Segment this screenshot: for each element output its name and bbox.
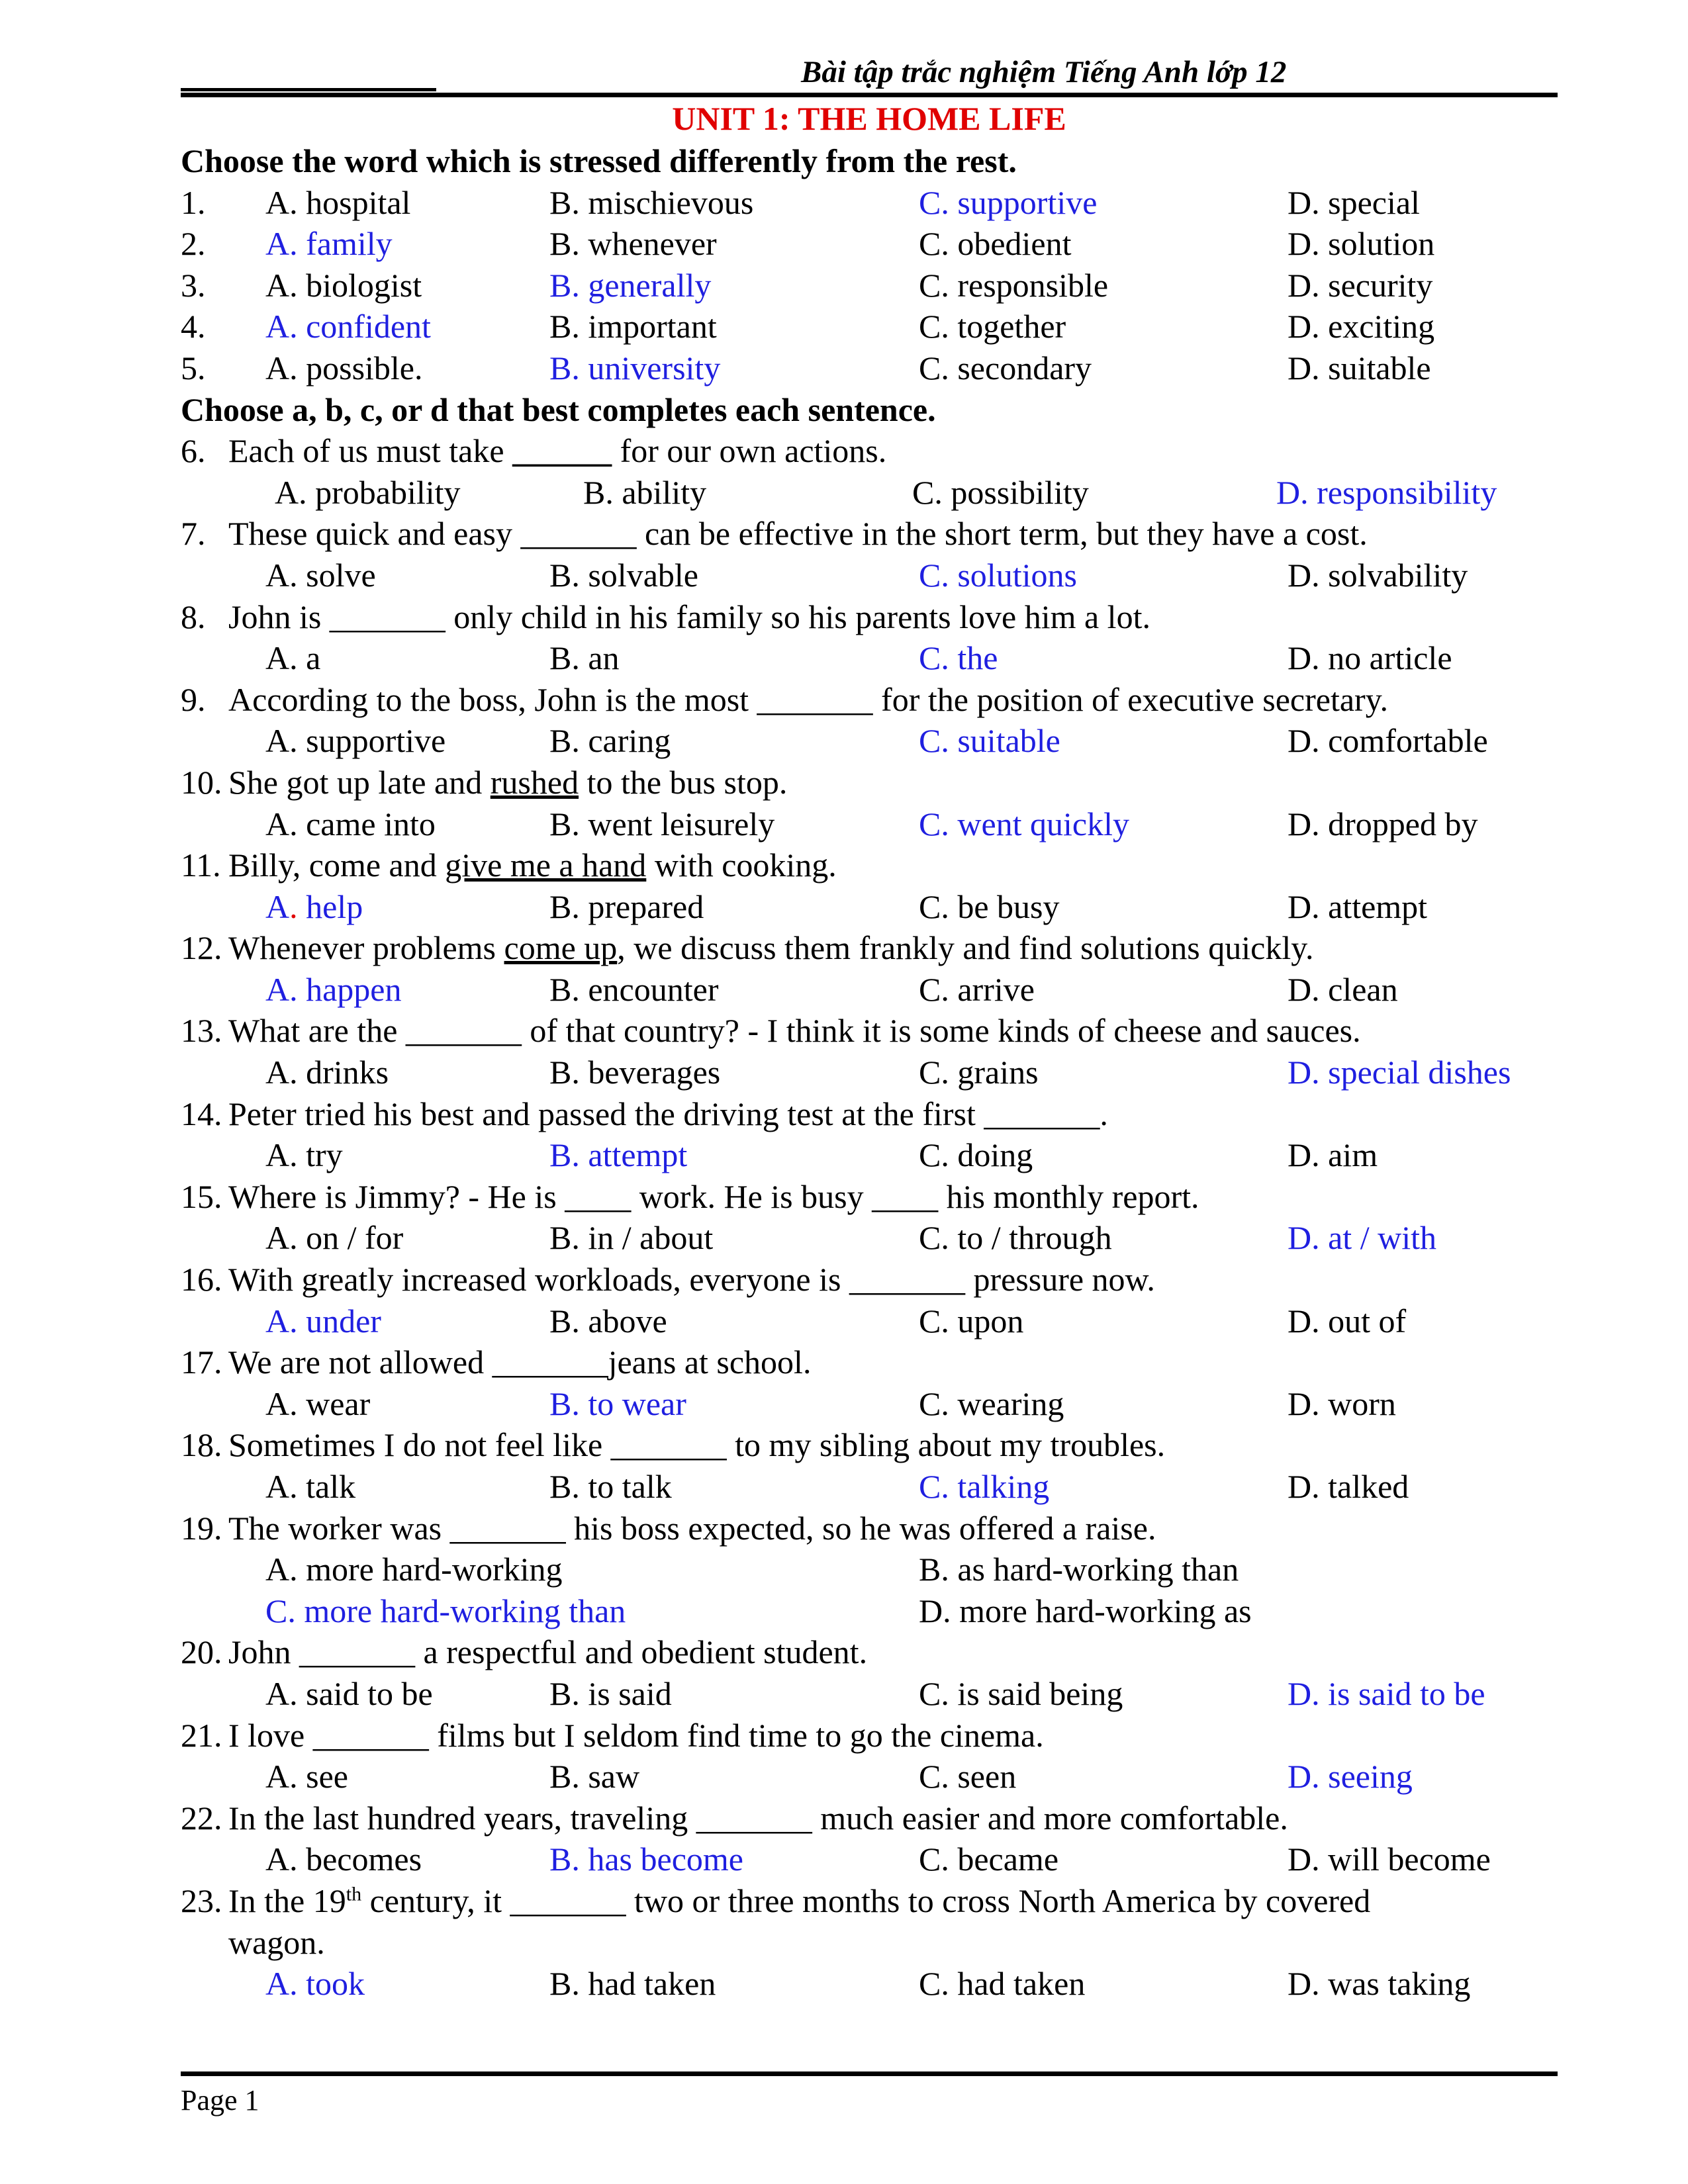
option-b: B. had taken (549, 1965, 716, 2003)
question-number: 22. (181, 1799, 222, 1837)
options-15 (181, 1217, 1558, 1259)
option-d: D. security (1288, 266, 1433, 304)
question-16 (181, 1259, 1558, 1300)
question-number: 11. (181, 846, 221, 884)
options-19-row1 (181, 1549, 1558, 1590)
question-text: Peter tried his best and passed the driving test at the first _______. (228, 1095, 1108, 1132)
option-b-answer: B. generally (549, 266, 712, 304)
question-text: We are not allowed _______jeans at school. (228, 1343, 812, 1381)
question-23 (181, 1880, 1558, 1922)
option-b: B. in / about (549, 1219, 714, 1257)
option-a: A. wear (265, 1385, 371, 1422)
question-9 (181, 679, 1558, 721)
option-a: A. biologist (265, 266, 422, 304)
question-1 (181, 182, 1558, 224)
option-b: B. went leisurely (549, 805, 775, 842)
option-c-answer: C. talking (919, 1468, 1050, 1505)
question-number: 23. (181, 1882, 222, 1919)
question-text: John is _______ only child in his family so his parents love him a lot. (228, 598, 1150, 635)
underlined-phrase: come up (504, 929, 618, 967)
option-b: B. saw (549, 1758, 640, 1796)
option-a: A. possible. (265, 349, 423, 387)
question-text-post: for our own actions. (612, 432, 887, 470)
question-text-continued: wagon. (228, 1923, 325, 1961)
header-title: Bài tập trắc nghiệm Tiếng Anh lớp 12 (801, 55, 1287, 89)
option-b-answer: B. attempt (549, 1136, 688, 1174)
option-c-answer: C. supportive (919, 183, 1098, 221)
option-c: C. seen (919, 1758, 1017, 1796)
option-b: B. above (549, 1302, 667, 1340)
option-d: D. solvability (1288, 556, 1468, 594)
question-number: 17. (181, 1343, 222, 1381)
question-21 (181, 1715, 1558, 1756)
option-b-answer: B. university (549, 349, 721, 387)
option-a: A. solve (265, 556, 376, 594)
question-4 (181, 306, 1558, 347)
question-text (228, 430, 886, 472)
option-c: C. grains (919, 1054, 1039, 1091)
option-b-answer: B. to wear (549, 1385, 686, 1422)
option-c-answer: C. suitable (919, 722, 1060, 760)
question-18 (181, 1424, 1558, 1466)
option-d: D. suitable (1288, 349, 1431, 387)
option-d-answer: D. at / with (1288, 1219, 1436, 1257)
option-a-answer: A. took (265, 1965, 365, 2003)
option-d-answer: D. special dishes (1288, 1054, 1511, 1091)
option-a: A. supportive (265, 722, 446, 760)
question-19 (181, 1508, 1558, 1549)
option-a: A. becomes (265, 1841, 422, 1878)
question-20 (181, 1631, 1558, 1673)
option-b: B. ability (583, 473, 707, 511)
option-c-answer: C. more hard-working than (265, 1592, 626, 1629)
question-text (228, 1880, 1370, 1922)
options-10 (181, 803, 1558, 845)
question-number: 19. (181, 1509, 222, 1547)
option-d: D. attempt (1288, 887, 1428, 925)
question-number: 5. (181, 349, 206, 387)
option-c-answer: C. the (919, 639, 998, 677)
option-c-answer: C. solutions (919, 556, 1077, 594)
footer-rule (181, 2071, 1558, 2076)
worksheet-content (181, 140, 1558, 2005)
option-d: D. exciting (1288, 308, 1435, 345)
question-text-post: with cooking. (646, 846, 837, 884)
option-b: B. mischievous (549, 183, 754, 221)
option-dot: . (289, 887, 298, 925)
option-c-answer: C. went quickly (919, 805, 1130, 842)
question-number: 18. (181, 1426, 222, 1464)
question-text: With greatly increased workloads, everyone is _______ pressure now. (228, 1261, 1155, 1298)
option-b: B. prepared (549, 887, 704, 925)
question-15 (181, 1176, 1558, 1218)
option-d: D. aim (1288, 1136, 1378, 1174)
option-d: D. will become (1288, 1841, 1491, 1878)
page-number: Page 1 (181, 2084, 259, 2116)
option-c: C. doing (919, 1136, 1033, 1174)
question-11 (181, 844, 1558, 886)
question-17 (181, 1342, 1558, 1383)
option-a: A. hospital (265, 183, 411, 221)
option-c: C. be busy (919, 887, 1060, 925)
question-text-pre: In the 19 (228, 1882, 346, 1919)
question-8 (181, 596, 1558, 638)
option-c: C. obedient (919, 225, 1072, 263)
question-text: I love _______ films but I seldom find time to go the cinema. (228, 1716, 1044, 1754)
question-3 (181, 265, 1558, 306)
question-number: 1. (181, 183, 206, 221)
option-d-answer: D. responsibility (1276, 473, 1497, 511)
question-text-pre: Whenever problems (228, 929, 504, 967)
option-a: A. see (265, 1758, 348, 1796)
underlined-phrase: rushed (490, 763, 579, 801)
option-d: D. clean (1288, 970, 1398, 1008)
option-a-answer: A. happen (265, 970, 402, 1008)
option-d: D. was taking (1288, 1965, 1471, 2003)
question-number: 8. (181, 598, 206, 635)
options-7 (181, 555, 1558, 596)
option-a: A. came into (265, 805, 436, 842)
option-a-answer: A. under (265, 1302, 381, 1340)
question-number: 10. (181, 763, 222, 801)
question-number: 21. (181, 1716, 222, 1754)
option-d: D. talked (1288, 1468, 1409, 1505)
option-c: C. is said being (919, 1674, 1123, 1712)
option-a: A. probability (275, 473, 461, 511)
question-text: The worker was _______ his boss expected, so he was offered a raise. (228, 1509, 1156, 1547)
option-d: D. out of (1288, 1302, 1407, 1340)
option-c: C. together (919, 308, 1066, 345)
question-number: 3. (181, 266, 206, 304)
section-heading-stress: Choose the word which is stressed differently from the rest. (181, 142, 1017, 179)
option-b: B. solvable (549, 556, 698, 594)
option-b: B. beverages (549, 1054, 721, 1091)
question-text: John _______ a respectful and obedient student. (228, 1633, 868, 1671)
option-d: D. no article (1288, 639, 1452, 677)
question-10 (181, 762, 1558, 803)
question-number: 2. (181, 225, 206, 263)
question-number: 16. (181, 1261, 222, 1298)
question-text-pre: She got up late and (228, 763, 491, 801)
options-8 (181, 637, 1558, 679)
options-20 (181, 1673, 1558, 1715)
option-a: A. more hard-working (265, 1551, 563, 1588)
option-c: C. had taken (919, 1965, 1086, 2003)
options-23 (181, 1963, 1558, 2005)
option-b-answer: B. has become (549, 1841, 743, 1878)
option-c: C. possibility (912, 473, 1089, 511)
question-text: Sometimes I do not feel like _______ to my sibling about my troubles. (228, 1426, 1166, 1464)
option-c: C. responsible (919, 266, 1109, 304)
options-17 (181, 1383, 1558, 1425)
header-short-rule (181, 88, 436, 91)
question-number: 4. (181, 308, 206, 345)
question-7 (181, 513, 1558, 555)
question-text-pre: Each of us must take (228, 432, 513, 470)
question-number: 15. (181, 1177, 222, 1215)
option-b: B. is said (549, 1674, 672, 1712)
question-text (228, 762, 787, 803)
header-rule (181, 93, 1558, 97)
option-c: C. secondary (919, 349, 1092, 387)
options-13 (181, 1052, 1558, 1093)
options-19-row2 (181, 1590, 1558, 1632)
option-a: A. try (265, 1136, 343, 1174)
ordinal-superscript: th (346, 1883, 362, 1905)
option-b: B. as hard-working than (919, 1551, 1239, 1588)
option-d-answer: D. seeing (1288, 1758, 1413, 1796)
option-c: C. to / through (919, 1219, 1112, 1257)
unit-title: UNIT 1: THE HOME LIFE (672, 100, 1066, 137)
section-heading-completion: Choose a, b, c, or d that best completes each sentence. (181, 390, 936, 428)
option-d: D. more hard-working as (919, 1592, 1252, 1629)
options-9 (181, 720, 1558, 762)
question-text (228, 844, 837, 886)
option-a: A. on / for (265, 1219, 404, 1257)
option-b: B. caring (549, 722, 671, 760)
question-text-post: century, it _______ two or three months to cross North America by covered (361, 1882, 1371, 1919)
question-text (228, 927, 1313, 969)
question-number: 9. (181, 680, 206, 718)
question-text: These quick and easy _______ can be effective in the short term, but they have a cost. (228, 515, 1368, 553)
option-c: C. became (919, 1841, 1059, 1878)
question-text: According to the boss, John is the most _______ for the position of executive secretary. (228, 680, 1388, 718)
options-6 (181, 472, 1558, 514)
question-text-post: , we discuss them frankly and find solutions quickly. (617, 929, 1314, 967)
options-22 (181, 1839, 1558, 1880)
question-12 (181, 927, 1558, 969)
question-text: Where is Jimmy? - He is ____ work. He is busy ____ his monthly report. (228, 1177, 1199, 1215)
option-letter: A (265, 887, 290, 925)
options-14 (181, 1134, 1558, 1176)
option-b: B. an (549, 639, 620, 677)
question-number: 14. (181, 1095, 222, 1132)
question-14 (181, 1093, 1558, 1135)
options-16 (181, 1300, 1558, 1342)
option-c: C. upon (919, 1302, 1024, 1340)
option-a-answer (265, 886, 363, 928)
question-text: What are the _______ of that country? - I think it is some kinds of cheese and sauces. (228, 1012, 1361, 1050)
question-5 (181, 347, 1558, 389)
options-21 (181, 1756, 1558, 1797)
option-d: D. solution (1288, 225, 1435, 263)
option-a: A. said to be (265, 1674, 433, 1712)
option-b: B. whenever (549, 225, 717, 263)
question-6 (181, 430, 1558, 472)
option-b: B. encounter (549, 970, 719, 1008)
option-word: help (297, 887, 363, 925)
options-11 (181, 886, 1558, 928)
option-a-answer: A. confident (265, 308, 431, 345)
underlined-phrase: give me a hand (445, 846, 647, 884)
option-d: D. dropped by (1288, 805, 1478, 842)
option-a-answer: A. family (265, 225, 393, 263)
question-2 (181, 223, 1558, 265)
option-a: A. talk (265, 1468, 356, 1505)
question-text-pre: Billy, come and (228, 846, 445, 884)
option-a: A. drinks (265, 1054, 389, 1091)
option-a: A. a (265, 639, 321, 677)
question-number: 7. (181, 515, 206, 553)
question-text: In the last hundred years, traveling _______ much easier and more comfortable. (228, 1799, 1288, 1837)
question-22 (181, 1797, 1558, 1839)
option-d-answer: D. is said to be (1288, 1674, 1485, 1712)
option-c: C. arrive (919, 970, 1035, 1008)
option-d: D. worn (1288, 1385, 1396, 1422)
options-18 (181, 1466, 1558, 1508)
option-d: D. comfortable (1288, 722, 1488, 760)
question-number: 13. (181, 1012, 222, 1050)
options-12 (181, 969, 1558, 1011)
option-b: B. important (549, 308, 717, 345)
question-text-post: to the bus stop. (579, 763, 788, 801)
question-23-continuation (181, 1922, 1558, 1964)
option-b: B. to talk (549, 1468, 672, 1505)
question-number: 6. (181, 432, 206, 470)
option-c: C. wearing (919, 1385, 1064, 1422)
question-number: 20. (181, 1633, 222, 1671)
option-d: D. special (1288, 183, 1420, 221)
question-number: 12. (181, 929, 222, 967)
question-blank: ______ (512, 432, 612, 470)
question-13 (181, 1010, 1558, 1052)
